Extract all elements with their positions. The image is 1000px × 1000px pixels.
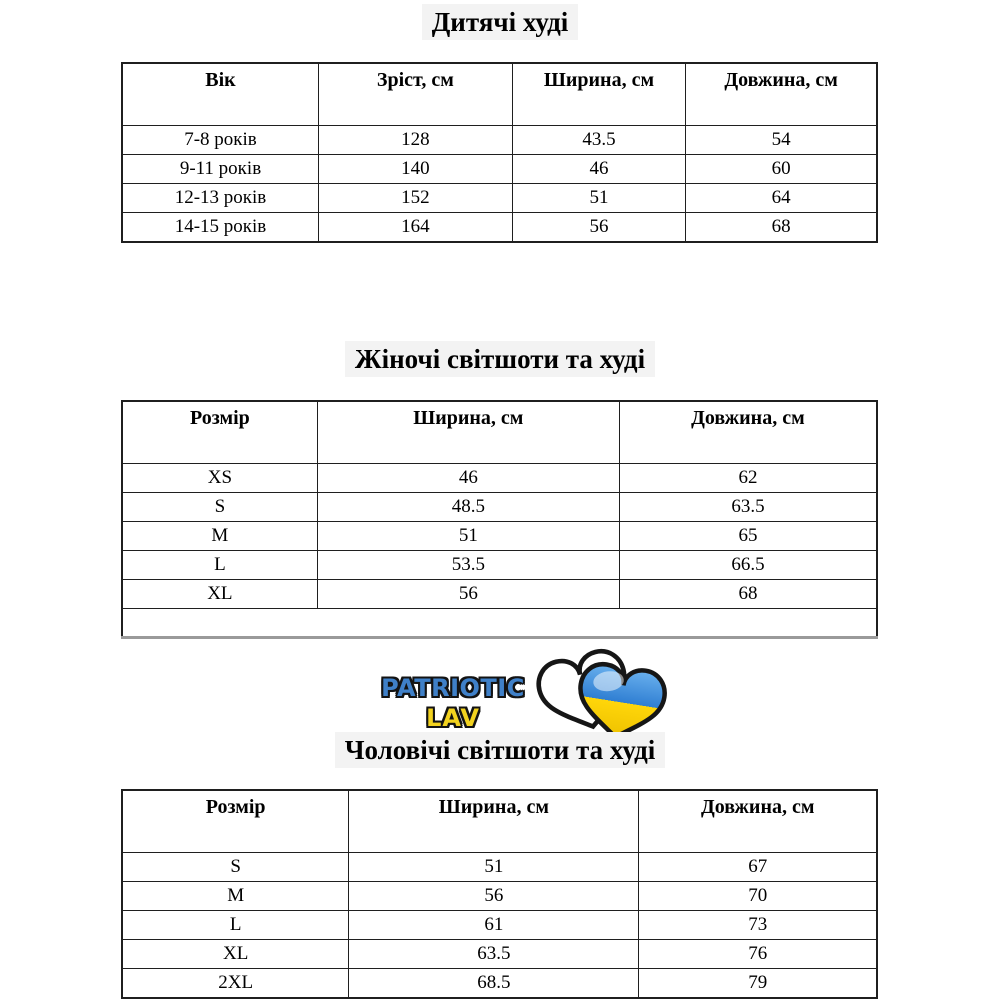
- logo-wordmark-line2: LAV: [426, 704, 480, 732]
- table-cell: 66.5: [619, 551, 877, 580]
- women-table-title-text: Жіночі світшоти та худі: [345, 341, 655, 377]
- logo-wordmark-line1: PATRIOTIC: [381, 674, 525, 702]
- table-cell: 9-11 років: [122, 155, 319, 184]
- table-cell: S: [122, 853, 349, 882]
- table-row: [122, 184, 877, 213]
- table-cell: 63.5: [619, 493, 877, 522]
- women-size-table: [121, 400, 878, 639]
- table-cell: 68.5: [349, 969, 639, 999]
- column-header: Розмір: [122, 401, 317, 464]
- table-cell: 164: [319, 213, 513, 243]
- logo-wordmark: [374, 673, 532, 733]
- table-cell: 56: [349, 882, 639, 911]
- column-header: Зріст, см: [319, 63, 513, 126]
- table-cell: 70: [639, 882, 877, 911]
- table-cell: 54: [686, 126, 877, 155]
- column-header: Ширина, см: [349, 790, 639, 853]
- table-cell: 64: [686, 184, 877, 213]
- table-cell: 12-13 років: [122, 184, 319, 213]
- kids-size-table: [121, 62, 878, 243]
- column-header: Вік: [122, 63, 319, 126]
- table-cell: 46: [512, 155, 685, 184]
- kids-table-title-text: Дитячі худі: [422, 4, 579, 40]
- table-cell: 62: [619, 464, 877, 493]
- table-row: [122, 969, 877, 999]
- table-cell: 76: [639, 940, 877, 969]
- table-row: [122, 911, 877, 940]
- table-cell: 61: [349, 911, 639, 940]
- table-cell: 46: [317, 464, 619, 493]
- column-header: Розмір: [122, 790, 349, 853]
- table-cell: 56: [317, 580, 619, 609]
- men-table-title: [0, 732, 1000, 768]
- table-cell: 73: [639, 911, 877, 940]
- table-row: [122, 551, 877, 580]
- table-cell: M: [122, 882, 349, 911]
- table-cell: 53.5: [317, 551, 619, 580]
- table-cell: L: [122, 911, 349, 940]
- table-cell: 43.5: [512, 126, 685, 155]
- column-header: Ширина, см: [317, 401, 619, 464]
- column-header: Довжина, см: [639, 790, 877, 853]
- empty-cell: [122, 609, 877, 638]
- table-cell: 152: [319, 184, 513, 213]
- table-row: [122, 580, 877, 609]
- table-cell: 67: [639, 853, 877, 882]
- men-table-title-text: Чоловічі світшоти та худі: [335, 732, 666, 768]
- table-cell: 60: [686, 155, 877, 184]
- women-table-title: [0, 341, 1000, 377]
- men-size-table: [121, 789, 878, 999]
- table-cell: 56: [512, 213, 685, 243]
- table-cell: XS: [122, 464, 317, 493]
- table-cell: 51: [317, 522, 619, 551]
- table-row: [122, 882, 877, 911]
- table-row: [122, 522, 877, 551]
- table-cell: 68: [686, 213, 877, 243]
- table-cell: XL: [122, 580, 317, 609]
- header-row: [122, 63, 877, 126]
- column-header: Ширина, см: [512, 63, 685, 126]
- table-cell: 14-15 років: [122, 213, 319, 243]
- table-cell: 140: [319, 155, 513, 184]
- table-cell: 63.5: [349, 940, 639, 969]
- column-header: Довжина, см: [686, 63, 877, 126]
- table-cell: 2XL: [122, 969, 349, 999]
- column-header: Довжина, см: [619, 401, 877, 464]
- table-cell: 51: [349, 853, 639, 882]
- table-row: [122, 213, 877, 243]
- header-row: [122, 401, 877, 464]
- kids-table-title: [0, 4, 1000, 40]
- table-cell: 128: [319, 126, 513, 155]
- table-cell: S: [122, 493, 317, 522]
- header-row: [122, 790, 877, 853]
- table-row: [122, 155, 877, 184]
- table-row: [122, 940, 877, 969]
- table-cell: 51: [512, 184, 685, 213]
- table-cell: 65: [619, 522, 877, 551]
- table-row: [122, 493, 877, 522]
- table-cell: 7-8 років: [122, 126, 319, 155]
- table-cell: L: [122, 551, 317, 580]
- table-cell: 68: [619, 580, 877, 609]
- table-row: [122, 853, 877, 882]
- table-cell: M: [122, 522, 317, 551]
- table-cell: 79: [639, 969, 877, 999]
- table-cell: XL: [122, 940, 349, 969]
- table-cell: 48.5: [317, 493, 619, 522]
- table-row: [122, 126, 877, 155]
- empty-row: [122, 609, 877, 638]
- table-row: [122, 464, 877, 493]
